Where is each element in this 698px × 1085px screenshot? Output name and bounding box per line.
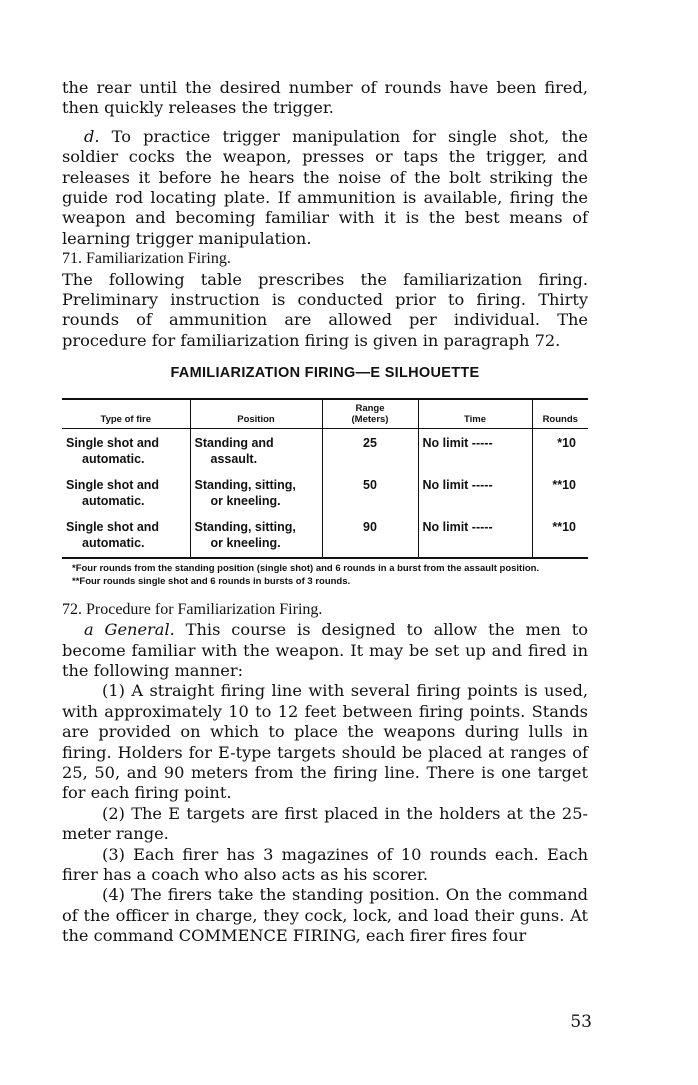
header-position: Position [190,399,322,429]
paragraph-a-label: a General. [84,620,175,640]
document-page [62,78,588,947]
cell-range: 25 [322,428,418,471]
paragraph-d-text: To practice trigger manipulation for single shot, the soldier cocks the weapon, presses or taps the trigger, and releases it before he hears the noise of the bolt striking the guide rod locating plate. If ammunition is available, firing the weapon and becoming familiar with it is the best means of learning trigger manipulation. [62,126,588,248]
table-title: FAMILIARIZATION FIRING—E SILHOUETTE [170,365,480,382]
cell-rounds: **10 [552,477,576,492]
cell-time: No limit ----- [418,428,532,471]
section-71-heading: 71. Familiarization Firing. [62,250,231,268]
table-row [62,428,588,471]
paragraph-continuation: the rear until the desired number of rounds have been fired, then quickly releases the trigger. [62,78,588,118]
cell-position: Standing, sitting, or kneeling. [190,513,322,558]
section-72-heading: 72. Procedure for Familiarization Firing. [62,600,323,618]
cell-type: Single shot and automatic. [62,471,190,513]
paragraph-d-label: d. [84,126,100,146]
cell-range: 50 [322,471,418,513]
cell-rounds: **10 [532,513,588,558]
table-footnote-2: **Four rounds single shot and 6 rounds in bursts of 3 rounds. [72,575,351,587]
table-footnote-1: *Four rounds from the standing position (single shot) and 6 rounds in a burst from the assault position. [72,562,540,574]
cell-rounds: *10 [557,435,576,450]
table-row [62,513,588,558]
paragraph-a-text: This course is designed to allow the men to become familiar with the weapon. It may be set up and fired in the following manner: [62,620,588,680]
cell-type: Single shot and automatic. [62,513,190,558]
paragraph-d [62,127,588,249]
cell-time: No limit ----- [418,513,532,558]
section-71-text: The following table prescribes the familiarization firing. Preliminary instruction is conducted prior to firing. Thirty rounds of ammunition are allowed per individual. The procedure for familiarization firing is given in paragraph 72. [62,269,588,350]
list-item: (1) A straight firing line with several firing points is used, with approximately 10 to 12 feet between firing points. Stands are provided on which to place the weapons during lulls in firing. Holders for E-type targets should be placed at ranges of 25, 50, and 90 meters from the firing line. There is one target for each firing point. [62,681,588,803]
list-item: (4) The firers take the standing position. On the command of the officer in charge, they cock, lock, and load their guns. At the command COMMENCE FIRING, each firer fires four [62,885,588,946]
header-type: Type of fire [62,399,190,429]
cell-position: Standing and assault. [190,428,322,471]
list-item: (2) The E targets are first placed in the holders at the 25-meter range. [62,803,588,844]
header-rounds: Rounds [532,399,588,429]
header-range: Range (Meters) [322,399,418,429]
table-row [62,471,588,513]
header-time: Time [418,399,532,429]
familiarization-table [62,398,588,559]
page-number: 53 [570,1012,592,1032]
list-item: (3) Each firer has 3 magazines of 10 rounds each. Each firer has a coach who also acts as his scorer. [62,844,588,884]
paragraph-a [62,620,588,681]
cell-type: Single shot and automatic. [62,428,190,471]
cell-time: No limit ----- [418,471,532,513]
table-header-row [62,399,588,429]
cell-range: 90 [322,513,418,558]
cell-position: Standing, sitting, or kneeling. [190,471,322,513]
